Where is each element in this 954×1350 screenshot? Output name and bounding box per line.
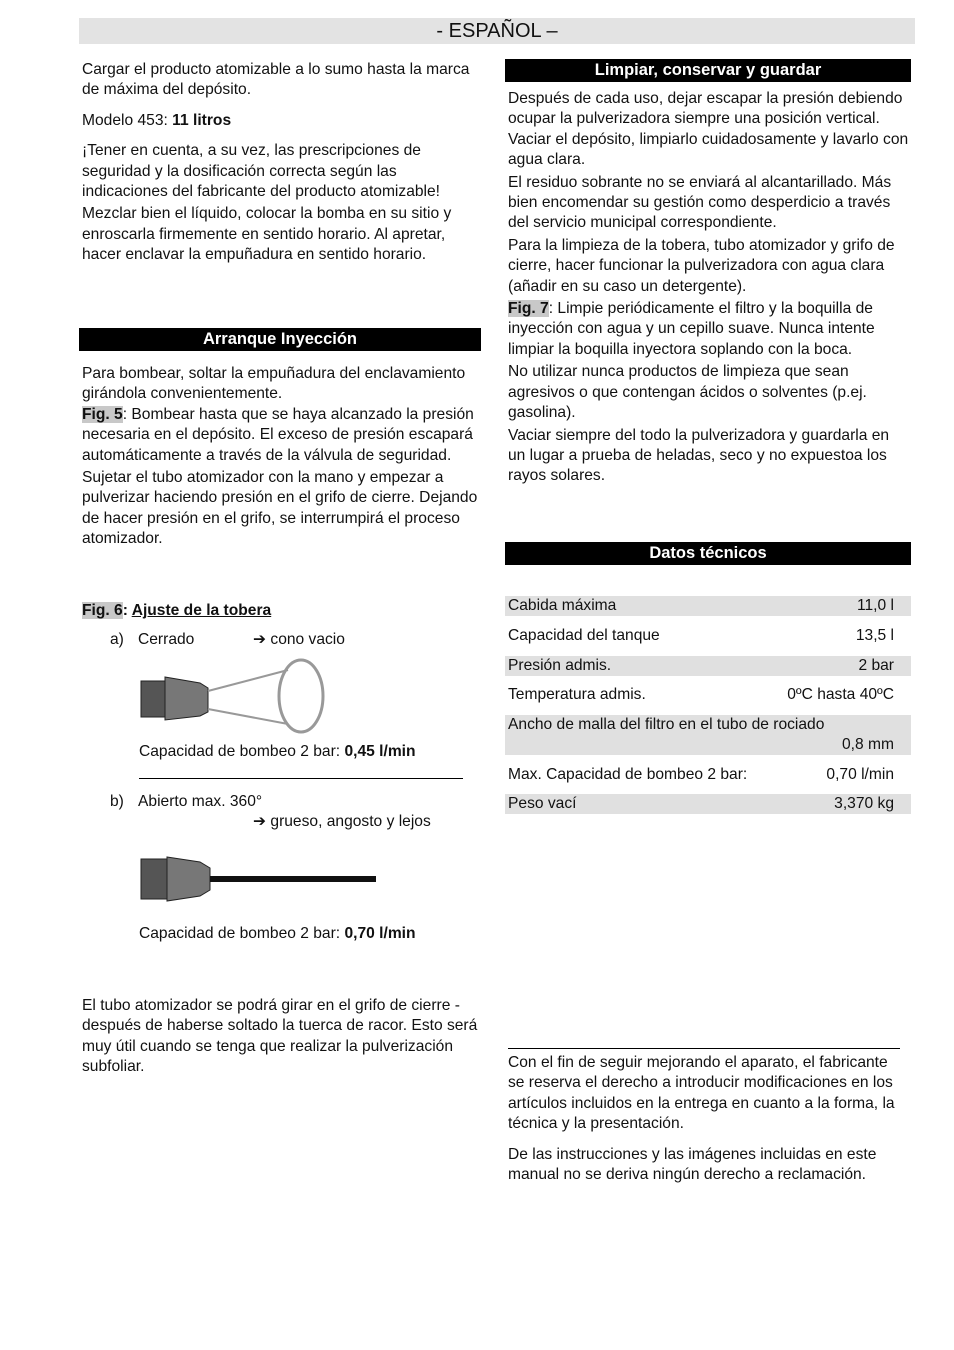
option-a-capacity: Capacidad de bombeo 2 bar: 0,45 l/min [139,743,416,760]
fig-ref: Fig. 6 [82,602,123,619]
fig7-paragraph: Fig. 7: Limpie periódicamente el filtro y la boquilla de inyección con agua y un cepillo suave. Nunca intente limpiar la boquilla inyectora soplando con la boca. [508,300,875,358]
spec-row: Max. Capacidad de bombeo 2 bar: 0,70 l/min [508,766,894,783]
paragraph: Cargar el producto atomizable a lo sumo hasta la marca de máxima del depósito. [82,61,470,99]
divider [139,778,463,779]
paragraph: El residuo sobrante no se enviará al alcantarillado. Más bien encomendar su gestión como desperdicio a través del servicio municipal correspondiente. [508,173,892,232]
footer-notes [508,1053,908,1185]
fig-ref: Fig. 5 [82,405,123,423]
paragraph: Vaciar siempre del todo la pulverizadora y guardarla en un lugar a prueba de heladas, seco y no expuestoa los rayos solares. [508,426,890,485]
specs-table [505,596,911,814]
fig-ref: Fig. 7 [508,300,549,318]
spec-row: Temperatura admis. 0ºC hasta 40ºC [508,686,894,703]
option-b-result: ➔ grueso, angosto y lejos [253,813,431,830]
paragraph: Sujetar el tubo atomizador con la mano y empezar a pulverizar haciendo presión en el grifo de cierre. Dejando de hacer presión en el grifo, se interrumpirá el proceso atomizador. [82,469,478,548]
section-heading-arranque: Arranque Inyección [79,328,481,351]
paragraph: Con el fin de seguir mejorando el aparato, el fabricante se reserva el derecho a introducir modificaciones en los artículos incluidos en la entrega en cuanto a la forma, la técnica y la presentación. [508,1054,895,1133]
language-header: - ESPAÑOL – [79,18,915,44]
paragraph: El tubo atomizador se podrá girar en el grifo de cierre - después de haberse soltado la tuerca de racor. Esto será muy útil cuando se tenga que realizar la pulverización subfoliar. [82,997,478,1076]
divider [508,1048,900,1049]
cleaning-text [508,89,910,487]
option-a-result: ➔ cono vacio [253,631,345,648]
left-column [82,60,482,266]
fig6-heading: Fig. 6: Ajuste de la tobera [82,602,272,619]
option-a-text: Cerrado [138,631,195,648]
paragraph: ¡Tener en cuenta, a su vez, las prescripciones de seguridad y la dosificación correcta según las indicaciones del fabricante del producto atomizable! [82,142,441,201]
model-line: Modelo 453: 11 litros [82,111,232,129]
fig6-title: Ajuste de la tobera [131,602,272,619]
fig5-paragraph: Fig. 5: Bombear hasta que se haya alcanzado la presión necesaria en el depósito. El exceso de presión escapará automáticamente a través de la válvula de seguridad. [82,405,474,464]
nozzle-cone-image [138,656,333,738]
paragraph: Mezclar bien el líquido, colocar la bomba en su sitio y enroscarla firmemente en sentido horario. Al apretar, hacer enclavar la empuñadura en sentido horario. [82,205,452,264]
section-heading-datos: Datos técnicos [505,542,911,565]
arranque-text [82,364,482,550]
spec-row: Ancho de malla del filtro en el tubo de rociado 0,8 mm [505,715,911,755]
option-b-text: Abierto max. 360° [138,793,263,810]
paragraph: Para la limpieza de la tobera, tubo atomizador y grifo de cierre, hacer funcionar la pulverizadora con agua clara (añadir en su caso un detergente). [508,236,895,295]
section-heading-limpiar: Limpiar, conservar y guardar [505,59,911,82]
option-b [110,792,490,830]
rotation-note [82,996,482,1078]
paragraph: De las instrucciones y las imágenes incluidas en este manual no se deriva ningún derecho a reclamación. [508,1145,877,1184]
option-a-label: a) [110,631,124,648]
spec-row: Presión admis. 2 bar [505,656,911,676]
paragraph: Para bombear, soltar la empuñadura del enclavamiento girándola convenientemente. [82,365,466,403]
paragraph: Después de cada uso, dejar escapar la presión debiendo ocupar la pulverizadora siempre una posición vertical. Vaciar el depósito, limpiarlo cuidadosamente y lavarlo con agua clara. [508,90,909,169]
spec-row: Capacidad del tanque 13,5 l [508,627,894,644]
option-a [110,630,490,650]
paragraph: No utilizar nunca productos de limpieza que sean agresivos o que contengan ácidos o solventes (p.ej. gasolina). [508,363,867,422]
spec-row: Peso vací 3,370 kg [505,794,911,814]
option-b-label: b) [110,793,124,810]
option-b-capacity: Capacidad de bombeo 2 bar: 0,70 l/min [139,925,416,942]
spec-row: Cabida máxima 11,0 l [505,596,911,616]
nozzle-jet-image [138,852,380,904]
